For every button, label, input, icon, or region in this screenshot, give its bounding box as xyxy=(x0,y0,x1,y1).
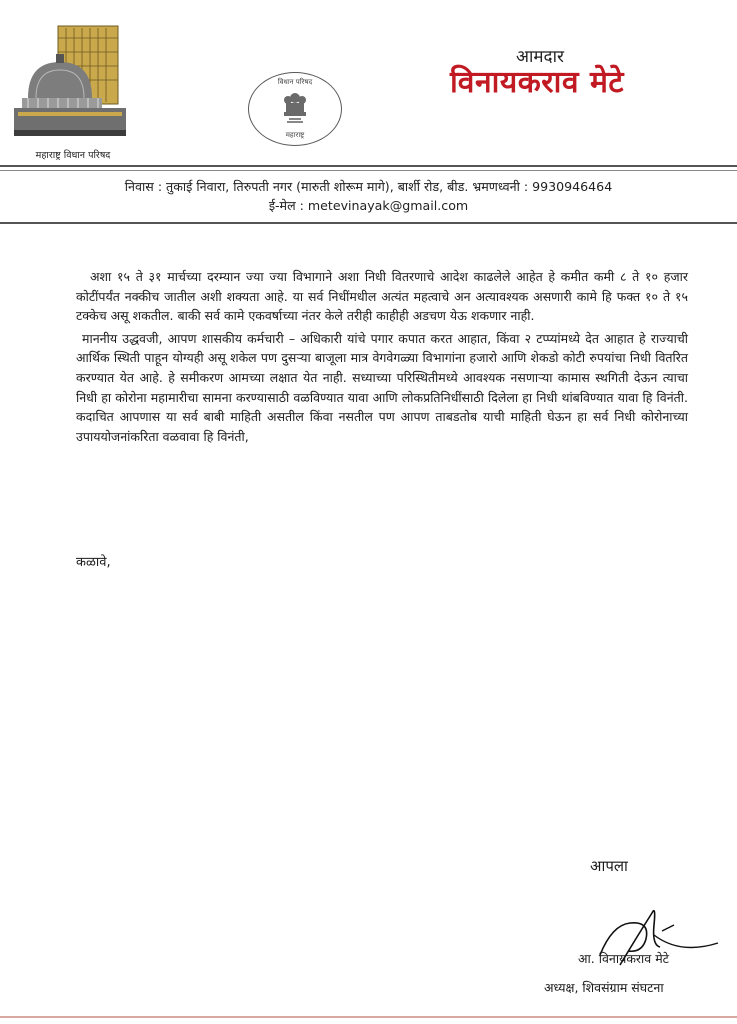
signer-title: अध्यक्ष, शिवसंग्राम संघटना xyxy=(544,980,664,995)
vidhan-bhavan-logo xyxy=(14,18,132,168)
header-divider-top xyxy=(0,165,737,167)
logo-caption: महाराष्ट्र विधान परिषद xyxy=(35,150,111,161)
vidhan-parishad-seal xyxy=(248,72,342,146)
seal-ring-top-text: विधान परिषद xyxy=(277,78,313,86)
sender-name: विनायकराव मेटे xyxy=(450,65,625,100)
email-address: metevinayak@gmail.com xyxy=(307,198,469,213)
sign-off: आपला xyxy=(590,857,628,875)
designation-title: आमदार xyxy=(516,47,564,67)
letter-paragraph-2: माननीय उद्धवजी, आपण शासकीय कर्मचारी – अधिकारी यांचे पगार कपात करत आहात, किंवा २ टप्प्यांमध्ये देत आहात हे राज्याची आर्थिक स्थिती पाहून योग्यही असू शकेल पण दुसऱ्या बाजूला मात्र वेगवेगळ्या विभागांना हजारो आणि शेकडो कोटी रुपयांचा निधी वितरित करण्यात येत आहे. हे समीकरण आमच्या लक्षात येत नाही. सध्याच्या परिस्थितीमध्ये आवश्यक नसणाऱ्या कामास स्थगिती देऊन त्याचा निधी हा कोरोना महामारीचा सामना करण्यासाठी वळविण्यात यावा आणि लोकप्रतिनिधींसाठी दिलेला हा निधी थांबविण्यात यावा हि विनंती. कदाचित आपणास या सर्व बाबी माहिती असतील किंवा नसतील पण आपण ताबडतोब याची माहिती घेऊन हा सर्व निधी कोरोनाच्या उपाययोजनांकरिता वळवावा हि विनंती, xyxy=(76,330,688,444)
header-divider-top-thin xyxy=(0,170,737,171)
footer-divider xyxy=(0,1016,737,1018)
ashoka-emblem-icon xyxy=(280,90,310,124)
email-label: ई-मेल : xyxy=(268,198,308,213)
header-divider-bottom xyxy=(0,222,737,224)
contact-email-line xyxy=(0,197,737,214)
letter-body xyxy=(76,267,688,446)
signer-name: आ. विनायकराव मेटे xyxy=(578,951,669,966)
letter-paragraph-1: अशा १५ ते ३१ मार्चच्या दरम्यान ज्या ज्या विभागाने अशा निधी वितरणाचे आदेश काढलेले आहेत हे कमीत कमी ८ ते १० हजार कोटींपर्यंत नक्कीच जातील अशी शक्यता आहे. या सर्व निधींमधील अत्यंत महत्वाचे अन अत्यावश्यक असणारी कामे हि फक्त १० ते १५ टक्केच असू शकतील. बाकी सर्व कामे एकवर्षाच्या नंतर केले तरीही काहीही अडचण येऊ शकणार नाही. xyxy=(76,269,688,324)
seal-ring-bottom-text: महाराष्ट्र xyxy=(285,131,305,139)
contact-address: निवास : तुकाई निवारा, तिरुपती नगर (मारुती शोरूम मागे), बार्शी रोड, बीड. भ्रमणध्वनी : 9930946464 xyxy=(124,179,613,194)
vidhan-bhavan-building-icon xyxy=(14,18,132,148)
letter-closing: कळावे, xyxy=(76,555,111,570)
